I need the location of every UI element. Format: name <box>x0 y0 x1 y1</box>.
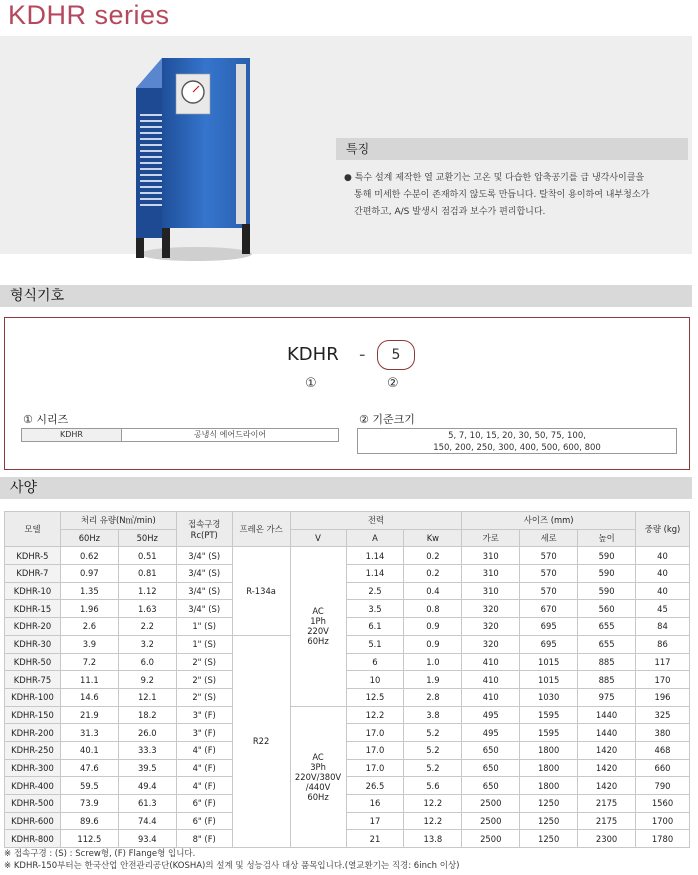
table-cell: 6" (F) <box>176 812 232 830</box>
table-cell: 3.5 <box>346 600 404 618</box>
table-cell: 49.4 <box>118 777 176 795</box>
table-cell: 1440 <box>578 706 636 724</box>
table-cell: 3.9 <box>60 635 118 653</box>
voltage-line: AC <box>312 606 324 617</box>
table-row <box>5 653 690 671</box>
table-cell: 8" (F) <box>176 830 232 848</box>
product-hero <box>0 36 692 254</box>
table-cell: 86 <box>636 635 690 653</box>
series-label: ① 시리즈 <box>23 413 69 426</box>
table-cell: 4" (F) <box>176 741 232 759</box>
table-cell: 1.9 <box>404 671 462 689</box>
header-width: 가로 <box>462 529 520 547</box>
table-cell: 5.2 <box>404 741 462 759</box>
table-cell: 1250 <box>520 830 578 848</box>
header-a: A <box>346 529 404 547</box>
header-power: 전력 <box>290 512 462 530</box>
table-cell: 1.96 <box>60 600 118 618</box>
table-cell: 410 <box>462 653 520 671</box>
table-cell: KDHR-15 <box>5 600 61 618</box>
marker-1: ① <box>305 376 317 391</box>
table-row <box>5 582 690 600</box>
table-cell: KDHR-5 <box>5 547 61 565</box>
table-cell: 1780 <box>636 830 690 848</box>
table-cell: 40.1 <box>60 741 118 759</box>
table-cell: 5.2 <box>404 724 462 742</box>
table-cell: 410 <box>462 671 520 689</box>
feature-line: 간편하고, A/S 발생시 점검과 보수가 편리합니다. <box>354 207 546 217</box>
table-cell: 650 <box>462 741 520 759</box>
table-row <box>5 830 690 848</box>
table-cell: 45 <box>636 600 690 618</box>
table-cell: 3/4" (S) <box>176 600 232 618</box>
table-cell: KDHR-10 <box>5 582 61 600</box>
table-cell: 1.14 <box>346 547 404 565</box>
table-cell: 40 <box>636 582 690 600</box>
table-cell: 1420 <box>578 741 636 759</box>
table-row <box>5 777 690 795</box>
header-50hz: 50Hz <box>118 529 176 547</box>
table-row <box>5 795 690 813</box>
table-cell: 89.6 <box>60 812 118 830</box>
size-line: 150, 200, 250, 300, 400, 500, 600, 800 <box>433 443 601 453</box>
header-model: 모델 <box>5 512 61 547</box>
feature-line: ● 특수 설계 제작한 열 교환기는 고온 및 다습한 압축공기를 급 냉각사이클을 <box>344 173 645 183</box>
table-cell: 2500 <box>462 830 520 848</box>
table-cell: 1800 <box>520 741 578 759</box>
table-cell: 1" (S) <box>176 618 232 636</box>
table-row <box>5 618 690 636</box>
table-cell: KDHR-250 <box>5 741 61 759</box>
table-cell: 495 <box>462 706 520 724</box>
series-box <box>21 428 339 442</box>
table-cell: 0.62 <box>60 547 118 565</box>
table-row <box>5 724 690 742</box>
table-cell: 2.2 <box>118 618 176 636</box>
feature-line: 통해 미세한 수분이 존재하지 않도록 만듭니다. 탈착이 용이하여 내부청소가 <box>354 190 650 200</box>
header-kw: Kw <box>404 529 462 547</box>
series-code: KDHR <box>22 429 122 441</box>
table-cell: KDHR-7 <box>5 565 61 583</box>
table-cell: 1.35 <box>60 582 118 600</box>
size-box <box>357 428 677 454</box>
table-cell: 660 <box>636 759 690 777</box>
table-cell: 670 <box>520 600 578 618</box>
voltage-line: AC <box>312 751 324 762</box>
table-row <box>5 565 690 583</box>
header-connection-line: 접속구경 <box>188 519 221 530</box>
header-depth: 세로 <box>520 529 578 547</box>
table-cell: 5.2 <box>404 759 462 777</box>
header-weight: 중량 (kg) <box>636 512 690 547</box>
spec-table <box>4 511 690 848</box>
table-cell: 47.6 <box>60 759 118 777</box>
table-cell: 1250 <box>520 812 578 830</box>
table-cell: 1.0 <box>404 653 462 671</box>
feature-heading: 특징 <box>336 138 688 160</box>
table-cell: 0.2 <box>404 565 462 583</box>
table-cell: 570 <box>520 565 578 583</box>
header-size: 사이즈 (mm) <box>462 512 636 530</box>
table-cell: 2" (S) <box>176 688 232 706</box>
voltage-line: 220V <box>307 626 329 637</box>
table-row <box>5 547 690 565</box>
table-cell: 3/4" (S) <box>176 582 232 600</box>
table-cell: 590 <box>578 582 636 600</box>
table-cell: 0.9 <box>404 618 462 636</box>
table-cell: 885 <box>578 671 636 689</box>
table-cell: 1560 <box>636 795 690 813</box>
table-row <box>5 600 690 618</box>
table-cell: 26.0 <box>118 724 176 742</box>
table-cell: 39.5 <box>118 759 176 777</box>
table-cell: 1800 <box>520 759 578 777</box>
table-cell: 21 <box>346 830 404 848</box>
table-cell: 885 <box>578 653 636 671</box>
table-cell: 12.2 <box>404 812 462 830</box>
table-cell: 3/4" (S) <box>176 547 232 565</box>
table-cell: 2" (S) <box>176 653 232 671</box>
table-cell: 2.5 <box>346 582 404 600</box>
model-code-text: KDHR <box>287 344 339 365</box>
size-line: 5, 7, 10, 15, 20, 30, 50, 75, 100, <box>448 431 586 441</box>
table-cell: 695 <box>520 618 578 636</box>
table-cell: 655 <box>578 618 636 636</box>
table-cell: 310 <box>462 547 520 565</box>
table-cell: KDHR-100 <box>5 688 61 706</box>
table-cell: 0.81 <box>118 565 176 583</box>
header-v: V <box>290 529 346 547</box>
table-cell: 3/4" (S) <box>176 565 232 583</box>
table-cell: 1595 <box>520 724 578 742</box>
table-cell: 59.5 <box>60 777 118 795</box>
table-cell: 3.8 <box>404 706 462 724</box>
table-cell: 1.63 <box>118 600 176 618</box>
table-cell: 4" (F) <box>176 759 232 777</box>
table-cell: 0.9 <box>404 635 462 653</box>
table-cell: 10 <box>346 671 404 689</box>
table-cell: 74.4 <box>118 812 176 830</box>
table-cell: 17.0 <box>346 741 404 759</box>
table-cell: 590 <box>578 565 636 583</box>
table-cell: 84 <box>636 618 690 636</box>
notes <box>4 848 459 872</box>
table-cell: 117 <box>636 653 690 671</box>
table-row <box>5 812 690 830</box>
table-row <box>5 635 690 653</box>
table-cell: 16 <box>346 795 404 813</box>
note-line: ※ KDHR-150부터는 한국산업 안전관리공단(KOSHA)의 설계 및 성능검사 대상 품목입니다.(열교환기는 직경: 6inch 이상) <box>4 861 460 871</box>
model-code-section-heading: 형식기호 <box>0 285 692 307</box>
table-cell: 3.2 <box>118 635 176 653</box>
table-cell: 1" (S) <box>176 635 232 653</box>
table-cell: 112.5 <box>60 830 118 848</box>
table-cell: 0.4 <box>404 582 462 600</box>
note-line: ※ 접속구경 : (S) : Screw형, (F) Flange형 입니다. <box>4 849 196 859</box>
table-cell: 6 <box>346 653 404 671</box>
table-cell: 790 <box>636 777 690 795</box>
table-row <box>5 706 690 724</box>
feature-description <box>344 170 684 221</box>
table-cell: 695 <box>520 635 578 653</box>
table-cell: 31.3 <box>60 724 118 742</box>
table-cell: 310 <box>462 565 520 583</box>
freon-cell: R22 <box>232 635 290 847</box>
table-cell: 1440 <box>578 724 636 742</box>
table-cell: 40 <box>636 565 690 583</box>
table-cell: 14.6 <box>60 688 118 706</box>
table-row <box>5 741 690 759</box>
table-cell: 1420 <box>578 759 636 777</box>
table-cell: 310 <box>462 582 520 600</box>
table-cell: 0.2 <box>404 547 462 565</box>
table-cell: 2175 <box>578 795 636 813</box>
table-cell: 12.2 <box>404 795 462 813</box>
table-cell: 12.1 <box>118 688 176 706</box>
table-cell: 320 <box>462 635 520 653</box>
table-cell: 0.97 <box>60 565 118 583</box>
table-cell: 18.2 <box>118 706 176 724</box>
table-cell: 975 <box>578 688 636 706</box>
header-flow: 처리 유량(N㎥/min) <box>60 512 176 530</box>
table-cell: 2175 <box>578 812 636 830</box>
air-dryer-product-image <box>132 54 252 264</box>
table-cell: 1595 <box>520 706 578 724</box>
header-60hz: 60Hz <box>60 529 118 547</box>
table-cell: 0.8 <box>404 600 462 618</box>
marker-2: ② <box>387 376 399 391</box>
table-cell: 320 <box>462 618 520 636</box>
table-cell: 468 <box>636 741 690 759</box>
table-cell: 560 <box>578 600 636 618</box>
voltage-line: 60Hz <box>307 791 329 802</box>
table-cell: 3" (F) <box>176 706 232 724</box>
table-cell: KDHR-150 <box>5 706 61 724</box>
table-cell: 380 <box>636 724 690 742</box>
table-cell: 12.5 <box>346 688 404 706</box>
table-row <box>5 671 690 689</box>
table-cell: KDHR-50 <box>5 653 61 671</box>
table-cell: 1700 <box>636 812 690 830</box>
table-cell: 40 <box>636 547 690 565</box>
table-cell: 4" (F) <box>176 777 232 795</box>
table-cell: 590 <box>578 547 636 565</box>
table-cell: 5.1 <box>346 635 404 653</box>
table-row <box>5 759 690 777</box>
table-cell: KDHR-75 <box>5 671 61 689</box>
table-cell: 1.12 <box>118 582 176 600</box>
size-label: ② 기준크기 <box>359 413 415 426</box>
series-description: 공냉식 에어드라이어 <box>193 430 267 439</box>
voltage-line: 60Hz <box>307 636 329 647</box>
table-cell: 2.8 <box>404 688 462 706</box>
table-cell: 6" (F) <box>176 795 232 813</box>
table-cell: KDHR-400 <box>5 777 61 795</box>
table-cell: 17.0 <box>346 724 404 742</box>
table-cell: 6.0 <box>118 653 176 671</box>
table-cell: KDHR-800 <box>5 830 61 848</box>
voltage-line: 1Ph <box>310 616 326 627</box>
table-cell: 2500 <box>462 812 520 830</box>
table-cell: 61.3 <box>118 795 176 813</box>
table-cell: 1.14 <box>346 565 404 583</box>
table-cell: 13.8 <box>404 830 462 848</box>
table-cell: 6.1 <box>346 618 404 636</box>
table-cell: 33.3 <box>118 741 176 759</box>
table-cell: KDHR-20 <box>5 618 61 636</box>
table-cell: KDHR-600 <box>5 812 61 830</box>
table-cell: 495 <box>462 724 520 742</box>
table-cell: KDHR-30 <box>5 635 61 653</box>
table-cell: 570 <box>520 582 578 600</box>
header-freon: 프레온 가스 <box>232 512 290 547</box>
voltage-line: 3Ph <box>310 761 326 772</box>
table-cell: 17 <box>346 812 404 830</box>
table-cell: 650 <box>462 777 520 795</box>
model-code-dash: - <box>359 344 366 365</box>
voltage-line: 220V/380V <box>294 771 342 782</box>
table-cell: 7.2 <box>60 653 118 671</box>
table-cell: 410 <box>462 688 520 706</box>
table-cell: 2300 <box>578 830 636 848</box>
table-cell: 655 <box>578 635 636 653</box>
table-cell: 650 <box>462 759 520 777</box>
table-cell: 12.2 <box>346 706 404 724</box>
table-cell: 1250 <box>520 795 578 813</box>
table-cell: 5.6 <box>404 777 462 795</box>
table-cell: 1015 <box>520 653 578 671</box>
table-cell: KDHR-200 <box>5 724 61 742</box>
model-code-box <box>4 317 690 470</box>
page-title: KDHR series <box>8 0 170 30</box>
table-cell: 2.6 <box>60 618 118 636</box>
voltage-line: /440V <box>305 781 331 792</box>
table-cell: 196 <box>636 688 690 706</box>
table-row <box>5 688 690 706</box>
voltage-cell <box>290 547 346 706</box>
table-cell: 1420 <box>578 777 636 795</box>
spec-table-body <box>5 547 690 848</box>
table-cell: 2500 <box>462 795 520 813</box>
table-cell: 325 <box>636 706 690 724</box>
table-cell: 21.9 <box>60 706 118 724</box>
table-cell: 1015 <box>520 671 578 689</box>
model-size-number: 5 <box>377 340 415 370</box>
table-cell: 17.0 <box>346 759 404 777</box>
table-cell: 570 <box>520 547 578 565</box>
table-cell: 3" (F) <box>176 724 232 742</box>
spec-section-heading: 사양 <box>0 477 692 499</box>
voltage-cell <box>290 706 346 848</box>
table-cell: 170 <box>636 671 690 689</box>
table-cell: 11.1 <box>60 671 118 689</box>
table-cell: 320 <box>462 600 520 618</box>
table-cell: 1030 <box>520 688 578 706</box>
table-cell: 0.51 <box>118 547 176 565</box>
table-cell: 2" (S) <box>176 671 232 689</box>
header-connection-line: Rc(PT) <box>190 530 218 541</box>
header-connection <box>176 512 232 547</box>
table-cell: KDHR-300 <box>5 759 61 777</box>
table-cell: KDHR-500 <box>5 795 61 813</box>
table-cell: 73.9 <box>60 795 118 813</box>
table-cell: 93.4 <box>118 830 176 848</box>
freon-cell: R-134a <box>232 547 290 635</box>
table-cell: 26.5 <box>346 777 404 795</box>
table-cell: 1800 <box>520 777 578 795</box>
header-height: 높이 <box>578 529 636 547</box>
table-cell: 9.2 <box>118 671 176 689</box>
